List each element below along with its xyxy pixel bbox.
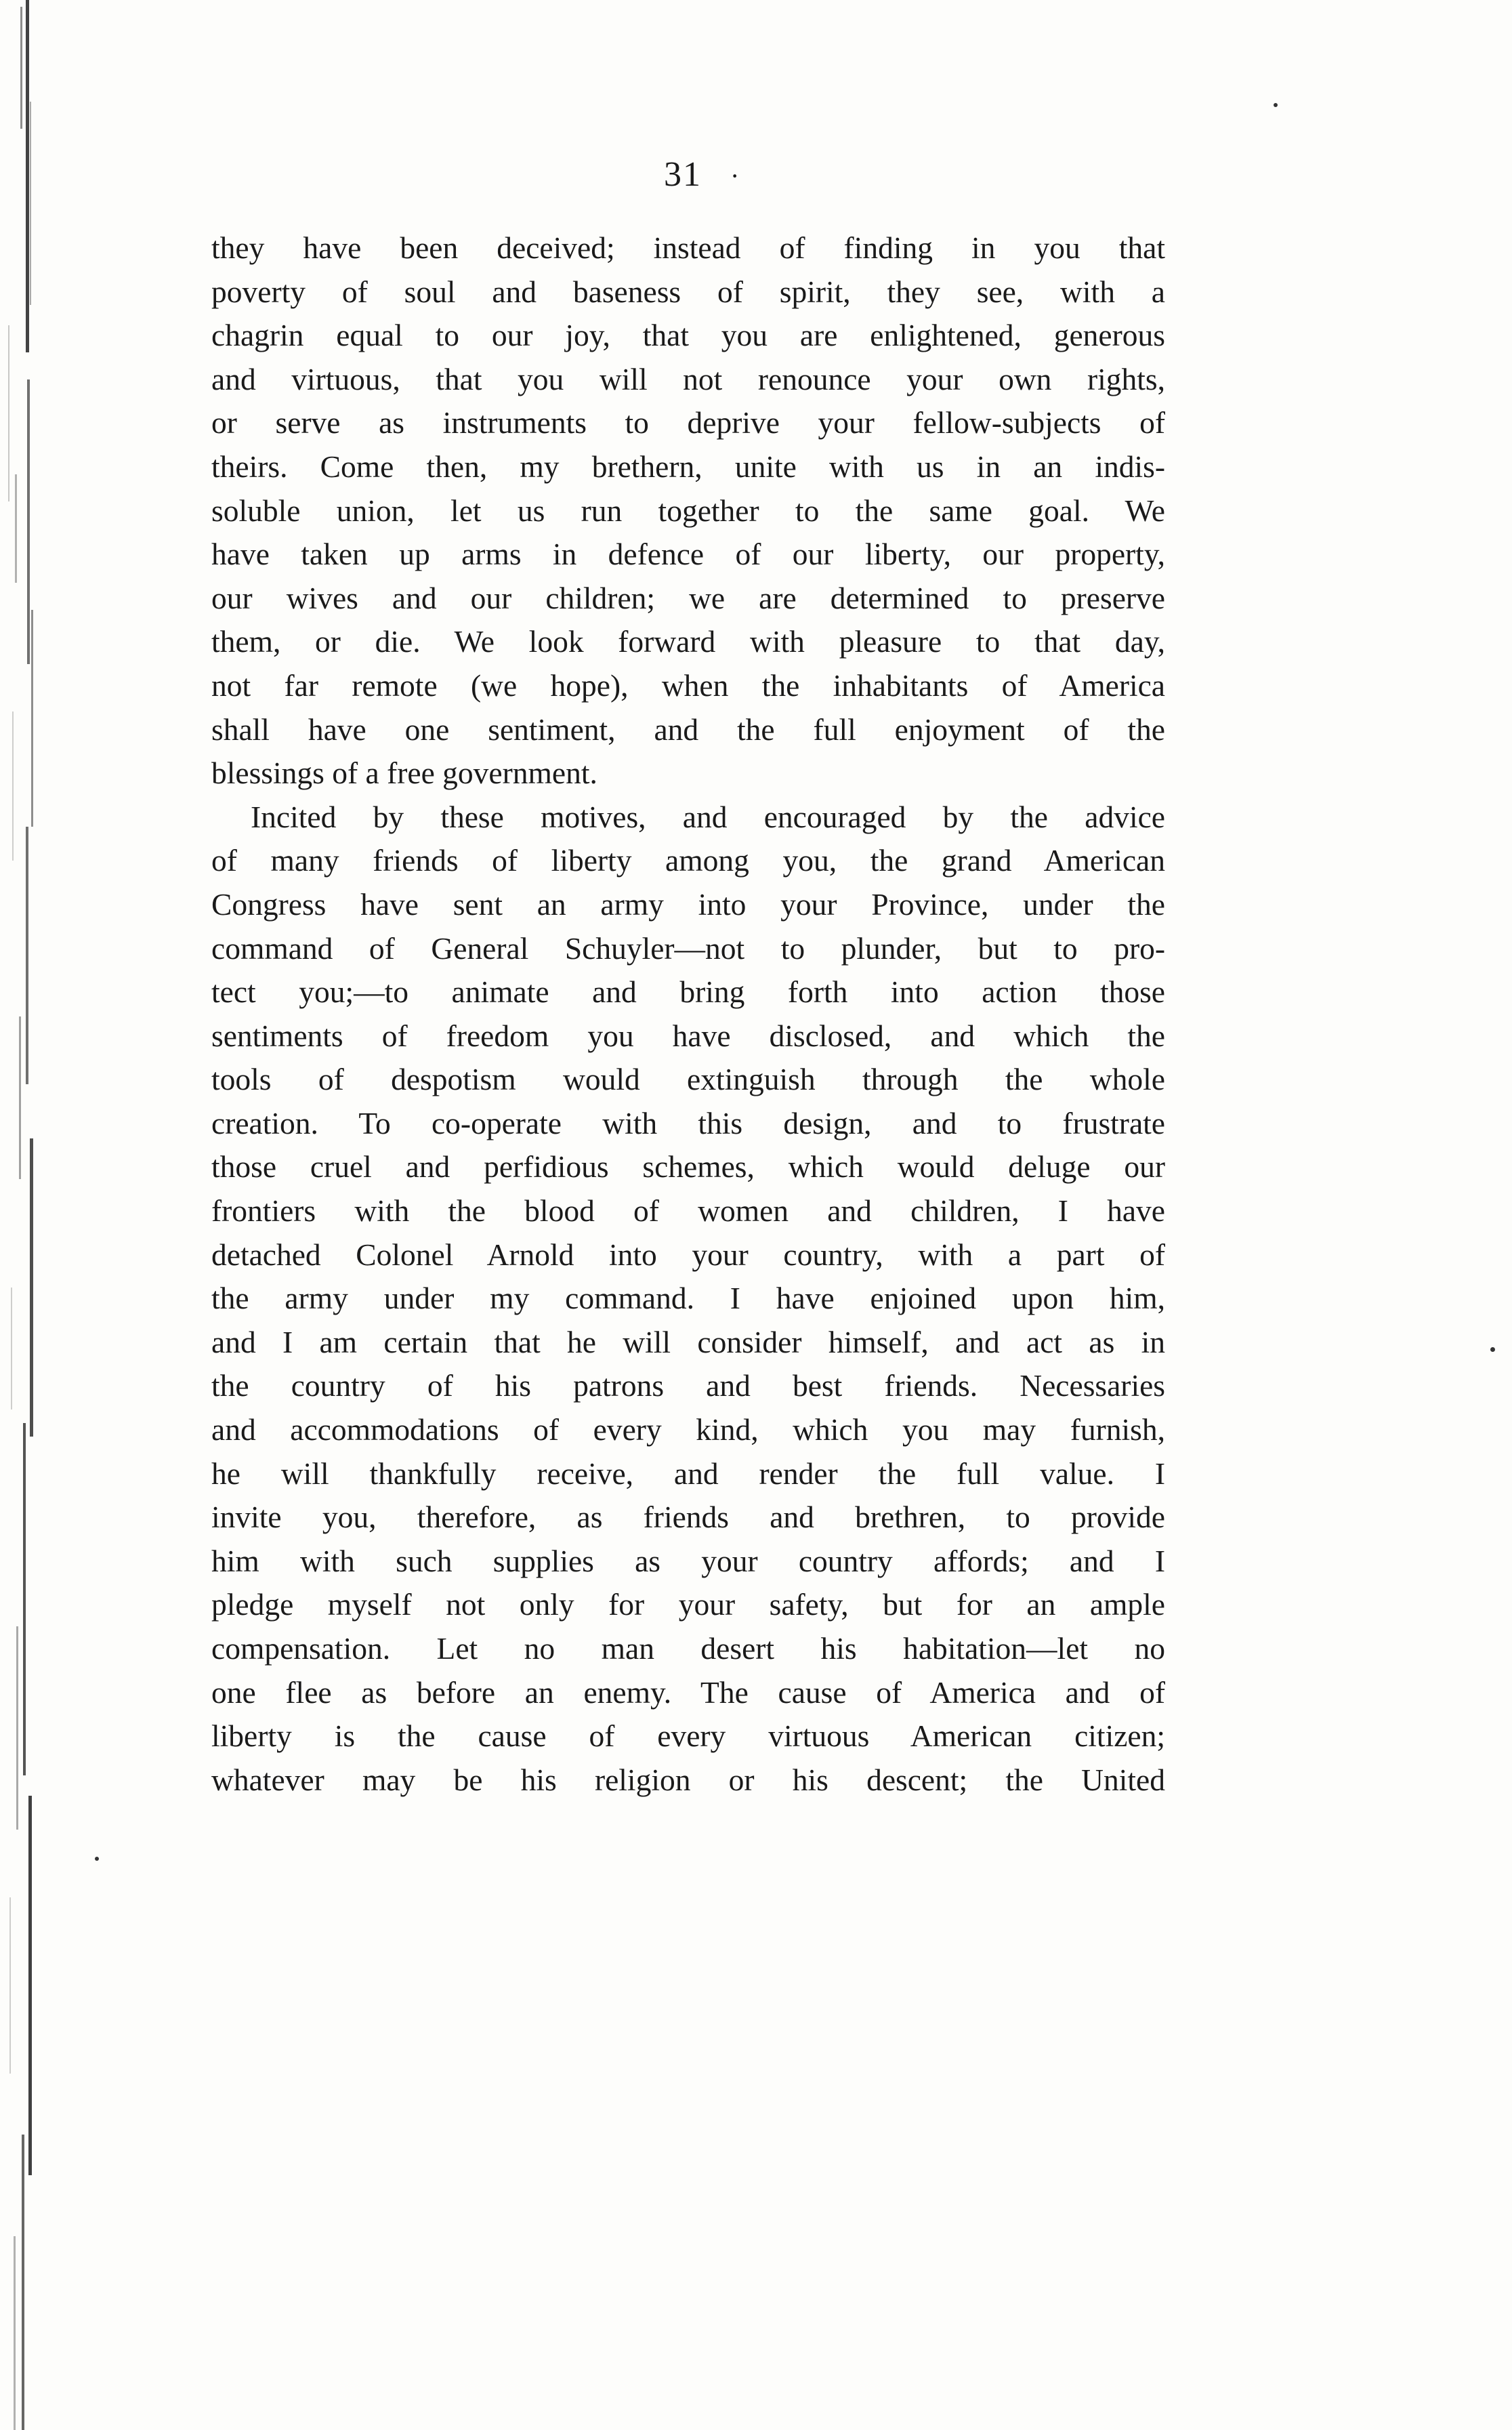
text-line: tect you;—to animate and bring forth into action those (211, 974, 1165, 1010)
dust-speck (1274, 103, 1278, 107)
text-line: they have been deceived; instead of finding in you that (211, 230, 1165, 265)
body-text (211, 226, 1165, 1802)
text-line: our wives and our children; we are determined to preserve (211, 580, 1165, 615)
text-line: Congress have sent an army into your Province, under the (211, 886, 1165, 922)
text-line: the army under my command. I have enjoined upon him, (211, 1281, 1165, 1316)
text-line: them, or die. We look forward with pleasure to that day, (211, 624, 1165, 659)
text-line: and I am certain that he will consider himself, and act as in (211, 1324, 1165, 1359)
page-number-mark: · (730, 161, 740, 191)
text-line: detached Colonel Arnold into your country, with a part of (211, 1237, 1165, 1272)
text-line: of many friends of liberty among you, the grand American (211, 843, 1165, 878)
text-line: and accommodations of every kind, which you may furnish, (211, 1412, 1165, 1447)
text-line: not far remote (we hope), when the inhabitants of America (211, 667, 1165, 703)
text-line: invite you, therefore, as friends and brethren, to provide (211, 1500, 1165, 1535)
text-line: tools of despotism would extinguish through the whole (211, 1062, 1165, 1097)
text-line: those cruel and perfidious schemes, which would deluge our (211, 1149, 1165, 1185)
text-line: soluble union, let us run together to the same goal. We (211, 493, 1165, 528)
text-line: and virtuous, that you will not renounce your own rights, (211, 361, 1165, 396)
text-line: whatever may be his religion or his descent; the United (211, 1762, 1165, 1797)
text-line: or serve as instruments to deprive your fellow-subjects of (211, 405, 1165, 440)
text-line: frontiers with the blood of women and children, I have (211, 1193, 1165, 1229)
text-line: Incited by these motives, and encouraged by the advice (251, 799, 1165, 834)
dust-speck (95, 1857, 99, 1861)
text-line: chagrin equal to our joy, that you are enlightened, generous (211, 318, 1165, 353)
binding-edge-marks (0, 0, 47, 2430)
dust-speck (1490, 1347, 1495, 1352)
text-line: he will thankfully receive, and render the full value. I (211, 1456, 1165, 1491)
text-line: him with such supplies as your country affords; and I (211, 1543, 1165, 1578)
binding-edge-scan-artifact (0, 0, 47, 2430)
text-line: have taken up arms in defence of our liberty, our property, (211, 537, 1165, 572)
text-line: compensation. Let no man desert his habitation—let no (211, 1631, 1165, 1666)
text-line: the country of his patrons and best friends. Necessaries (211, 1368, 1165, 1403)
text-line: creation. To co-operate with this design, and to frustrate (211, 1105, 1165, 1140)
paragraph (211, 796, 1165, 1803)
text-line: blessings of a free government. (211, 756, 597, 791)
text-line: shall have one sentiment, and the full enjoyment of the (211, 712, 1165, 747)
text-line: pledge myself not only for your safety, but for an ample (211, 1587, 1165, 1622)
text-line: command of General Schuyler—not to plunder, but to pro- (211, 930, 1165, 966)
page-number: 31 (664, 155, 702, 194)
text-line: sentiments of freedom you have disclosed, and which the (211, 1018, 1165, 1053)
text-line: liberty is the cause of every virtuous American citizen; (211, 1718, 1165, 1754)
text-line: poverty of soul and baseness of spirit, they see, with a (211, 274, 1165, 309)
text-line: theirs. Come then, my brethern, unite with us in an indis- (211, 449, 1165, 484)
paragraph (211, 226, 1165, 796)
text-line: one flee as before an enemy. The cause of America and of (211, 1674, 1165, 1710)
